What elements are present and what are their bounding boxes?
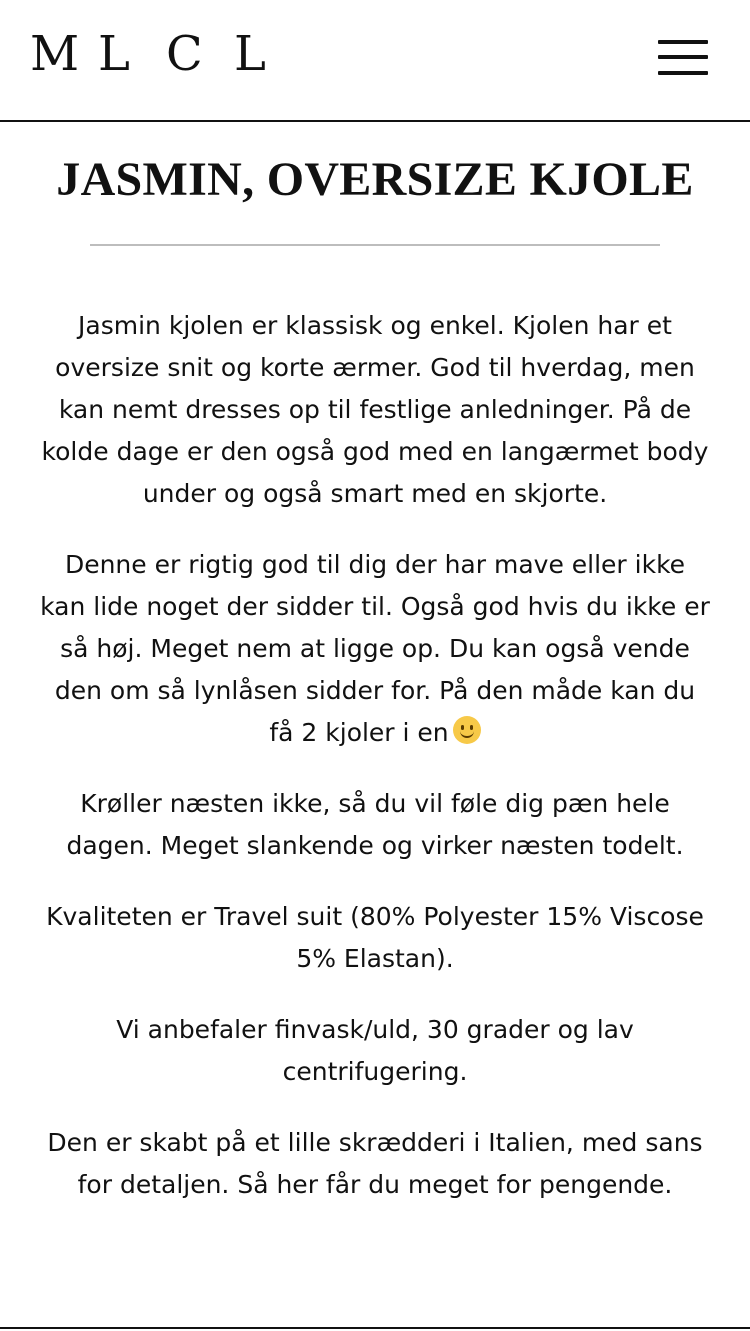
description-paragraph bbox=[40, 544, 710, 754]
menu-bar bbox=[658, 71, 708, 75]
menu-bar bbox=[658, 40, 708, 44]
brand-logo[interactable] bbox=[30, 26, 266, 82]
product-title: JASMIN, OVERSIZE KJOLE bbox=[56, 153, 694, 206]
description-paragraph: Krøller næsten ikke, så du vil føle dig pæn hele dagen. Meget slankende og virker næsten todelt. bbox=[66, 789, 684, 860]
title-divider bbox=[90, 244, 660, 246]
bottom-divider bbox=[0, 1327, 750, 1329]
site-header bbox=[0, 0, 750, 122]
logo-letter: C bbox=[166, 26, 203, 82]
logo-letter: L bbox=[234, 26, 266, 82]
description-paragraph: Kvaliteten er Travel suit (80% Polyester 15% Viscose 5% Elastan). bbox=[46, 902, 704, 973]
description-paragraph: Jasmin kjolen er klassisk og enkel. Kjolen har et oversize snit og korte ærmer. God til hverdag, men kan nemt dresses op til festlige anledninger. På de kolde dage er den også god med en langærmet body under og også smart med en skjorte. bbox=[41, 311, 709, 508]
description-paragraph: Den er skabt på et lille skrædderi i Italien, med sans for detaljen. Så her får du meget for pengende. bbox=[47, 1128, 703, 1199]
product-description bbox=[40, 305, 710, 1235]
smiley-face-icon bbox=[453, 716, 481, 744]
logo-letter: M bbox=[30, 26, 80, 82]
logo-letter: L bbox=[98, 26, 130, 82]
hamburger-menu-icon[interactable] bbox=[652, 34, 714, 84]
menu-bar bbox=[658, 55, 708, 59]
description-paragraph: Vi anbefaler finvask/uld, 30 grader og lav centrifugering. bbox=[116, 1015, 634, 1086]
description-text: Denne er rigtig god til dig der har mave eller ikke kan lide noget der sidder til. Også god hvis du ikke er så høj. Meget nem at ligge op. Du kan også vende den om så lynlåsen sidder for. På den måde kan du få 2 kjoler i en bbox=[40, 550, 710, 747]
